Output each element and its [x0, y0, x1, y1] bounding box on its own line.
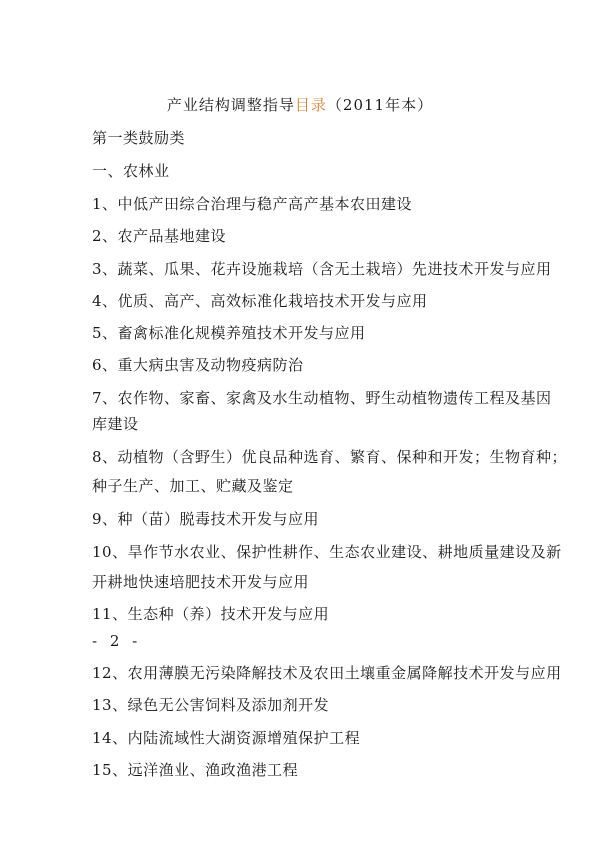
list-item: 6、重大病虫害及动物疫病防治 [92, 356, 304, 374]
list-item: 1、中低产田综合治理与稳产高产基本农田建设 [92, 195, 413, 213]
page-number: - 2 - [92, 632, 142, 650]
list-item-continued: 种子生产、加工、贮藏及鉴定 [92, 477, 294, 495]
list-item: 12、农用薄膜无污染降解技术及农田土壤重金属降解技术开发与应用 [92, 664, 562, 682]
list-item: 5、畜禽标准化规模养殖技术开发与应用 [92, 324, 366, 342]
list-item: 8、动植物（含野生）优良品种选育、繁育、保种和开发；生物育种； [92, 448, 568, 466]
category-heading: 第一类鼓励类 [92, 129, 186, 147]
title-suffix: （2011年本） [326, 96, 434, 114]
title-prefix: 产业结构调整指导 [166, 96, 295, 114]
title-highlight: 目录 [294, 96, 327, 114]
list-item: 3、蔬菜、瓜果、花卉设施栽培（含无土栽培）先进技术开发与应用 [92, 260, 552, 278]
list-item: 7、农作物、家畜、家禽及水生动植物、野生动植物遗传工程及基因 [92, 389, 552, 407]
list-item: 2、农产品基地建设 [92, 227, 227, 245]
list-item-continued: 开耕地快速培肥技术开发与应用 [92, 573, 310, 591]
list-item: 13、绿色无公害饲料及添加剂开发 [92, 696, 330, 714]
list-item: 15、远洋渔业、渔政渔港工程 [92, 761, 299, 779]
list-item: 9、种（苗）脱毒技术开发与应用 [92, 510, 320, 528]
list-item: 10、旱作节水农业、保护性耕作、生态农业建设、耕地质量建设及新 [92, 543, 562, 561]
list-item: 14、内陆流域性大湖资源增殖保护工程 [92, 729, 361, 747]
list-item-continued: 库建设 [92, 415, 139, 433]
section-heading: 一、农林业 [92, 162, 170, 180]
document-title [0, 94, 600, 115]
list-item: 11、生态种（养）技术开发与应用 [92, 605, 330, 623]
list-item: 4、优质、高产、高效标准化栽培技术开发与应用 [92, 292, 428, 310]
